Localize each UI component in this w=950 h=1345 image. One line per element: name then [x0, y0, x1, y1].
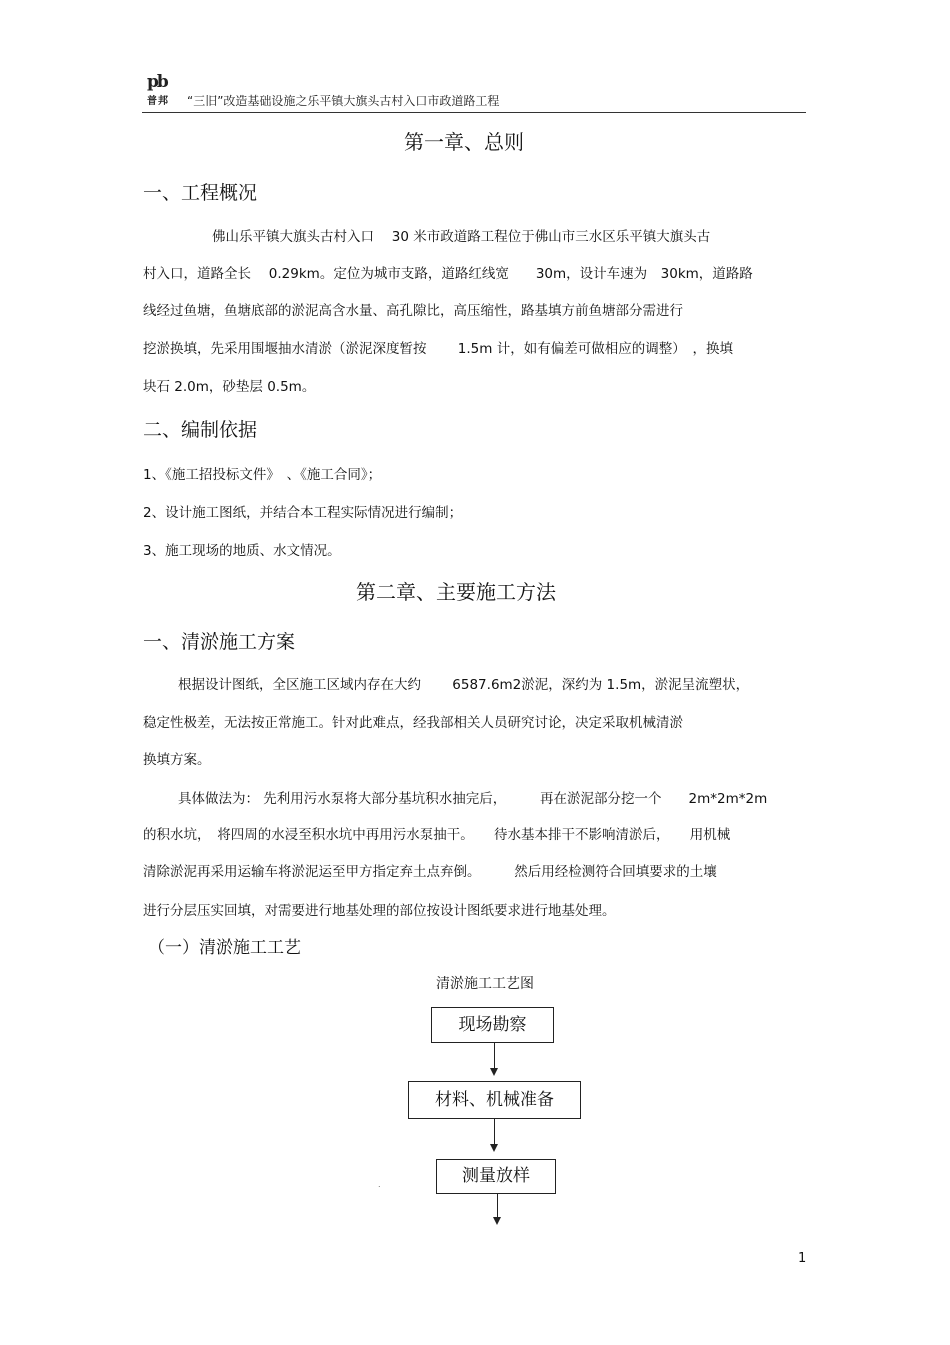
subsection-heading: （一）清淤施工工艺: [148, 938, 301, 958]
logo-text: 普邦: [147, 96, 169, 107]
overview-line: 佛山乐平镇大旗头古村入口 30 米市政道路工程位于佛山市三水区乐平镇大旗头古: [212, 229, 711, 245]
overview-line: 挖淤换填，先采用围堰抽水清淤（淤泥深度暂按 1.5m 计，如有偏差可做相应的调整） ，换填: [143, 341, 733, 357]
page-number: 1: [798, 1251, 807, 1266]
basis-item: 1、《施工招投标文件》 、《施工合同》；: [143, 467, 382, 483]
arrow-down-icon: [493, 1217, 501, 1225]
header-title: “三旧”改造基础设施之乐平镇大旗头古村入口市政道路工程: [187, 94, 500, 108]
chapter-1-title: 第一章、总则: [404, 130, 524, 154]
arrow-down-icon: [490, 1144, 498, 1152]
basis-item: 3、施工现场的地质、水文情况。: [143, 543, 341, 559]
arrow-down-icon: [490, 1068, 498, 1076]
basis-item: 2、设计施工图纸，并结合本工程实际情况进行编制；: [143, 505, 463, 521]
flow-connector: [494, 1043, 495, 1069]
section-basis-heading: 二、编制依据: [143, 419, 258, 441]
overview-line: 块石 2.0m，砂垫层 0.5m。: [143, 379, 316, 395]
flow-step-prepare: 材料、机械准备: [408, 1081, 581, 1119]
flow-step-site-survey: 现场勘察: [431, 1007, 554, 1043]
dredging-para2-line: 进行分层压实回填，对需要进行地基处理的部位按设计图纸要求进行地基处理。: [143, 903, 616, 919]
chapter-2-title: 第二章、主要施工方法: [356, 580, 556, 604]
dredging-para2-line: 清除淤泥再采用运输车将淤泥运至甲方指定弃土点弃倒。 然后用经检测符合回填要求的土壤: [143, 864, 717, 880]
flow-step-survey-layout: 测量放样: [436, 1159, 556, 1194]
stray-mark: .: [378, 1180, 381, 1189]
overview-line: 村入口，道路全长 0.29km。定位为城市支路，道路红线宽 30m，设计车速为 30km，道路路: [143, 266, 753, 282]
dredging-para1-line: 换填方案。: [143, 752, 211, 768]
flowchart-caption: 清淤施工工艺图: [436, 976, 534, 992]
section-dredging-heading: 一、清淤施工方案: [143, 631, 296, 653]
flow-connector: [497, 1194, 498, 1218]
section-overview-heading: 一、工程概况: [143, 182, 258, 204]
dredging-para2-line: 具体做法为： 先利用污水泵将大部分基坑积水抽完后， 再在淤泥部分挖一个 2m*2m*2m: [178, 791, 768, 807]
header-divider: [142, 112, 806, 113]
flow-connector: [494, 1119, 495, 1145]
overview-line: 线经过鱼塘，鱼塘底部的淤泥高含水量、高孔隙比，高压缩性，路基填方前鱼塘部分需进行: [143, 303, 683, 319]
dredging-para1-line: 稳定性极差，无法按正常施工。针对此难点，经我部相关人员研究讨论，决定采取机械清淤: [143, 715, 683, 731]
logo-icon: pb: [147, 72, 167, 92]
dredging-para2-line: 的积水坑， 将四周的水浸至积水坑中再用污水泵抽干。 待水基本排干不影响清淤后， 用机械: [143, 827, 731, 843]
dredging-para1-line: 根据设计图纸，全区施工区域内存在大约 6587.6m2淤泥，深约为 1.5m，淤泥呈流塑状，: [178, 677, 750, 693]
